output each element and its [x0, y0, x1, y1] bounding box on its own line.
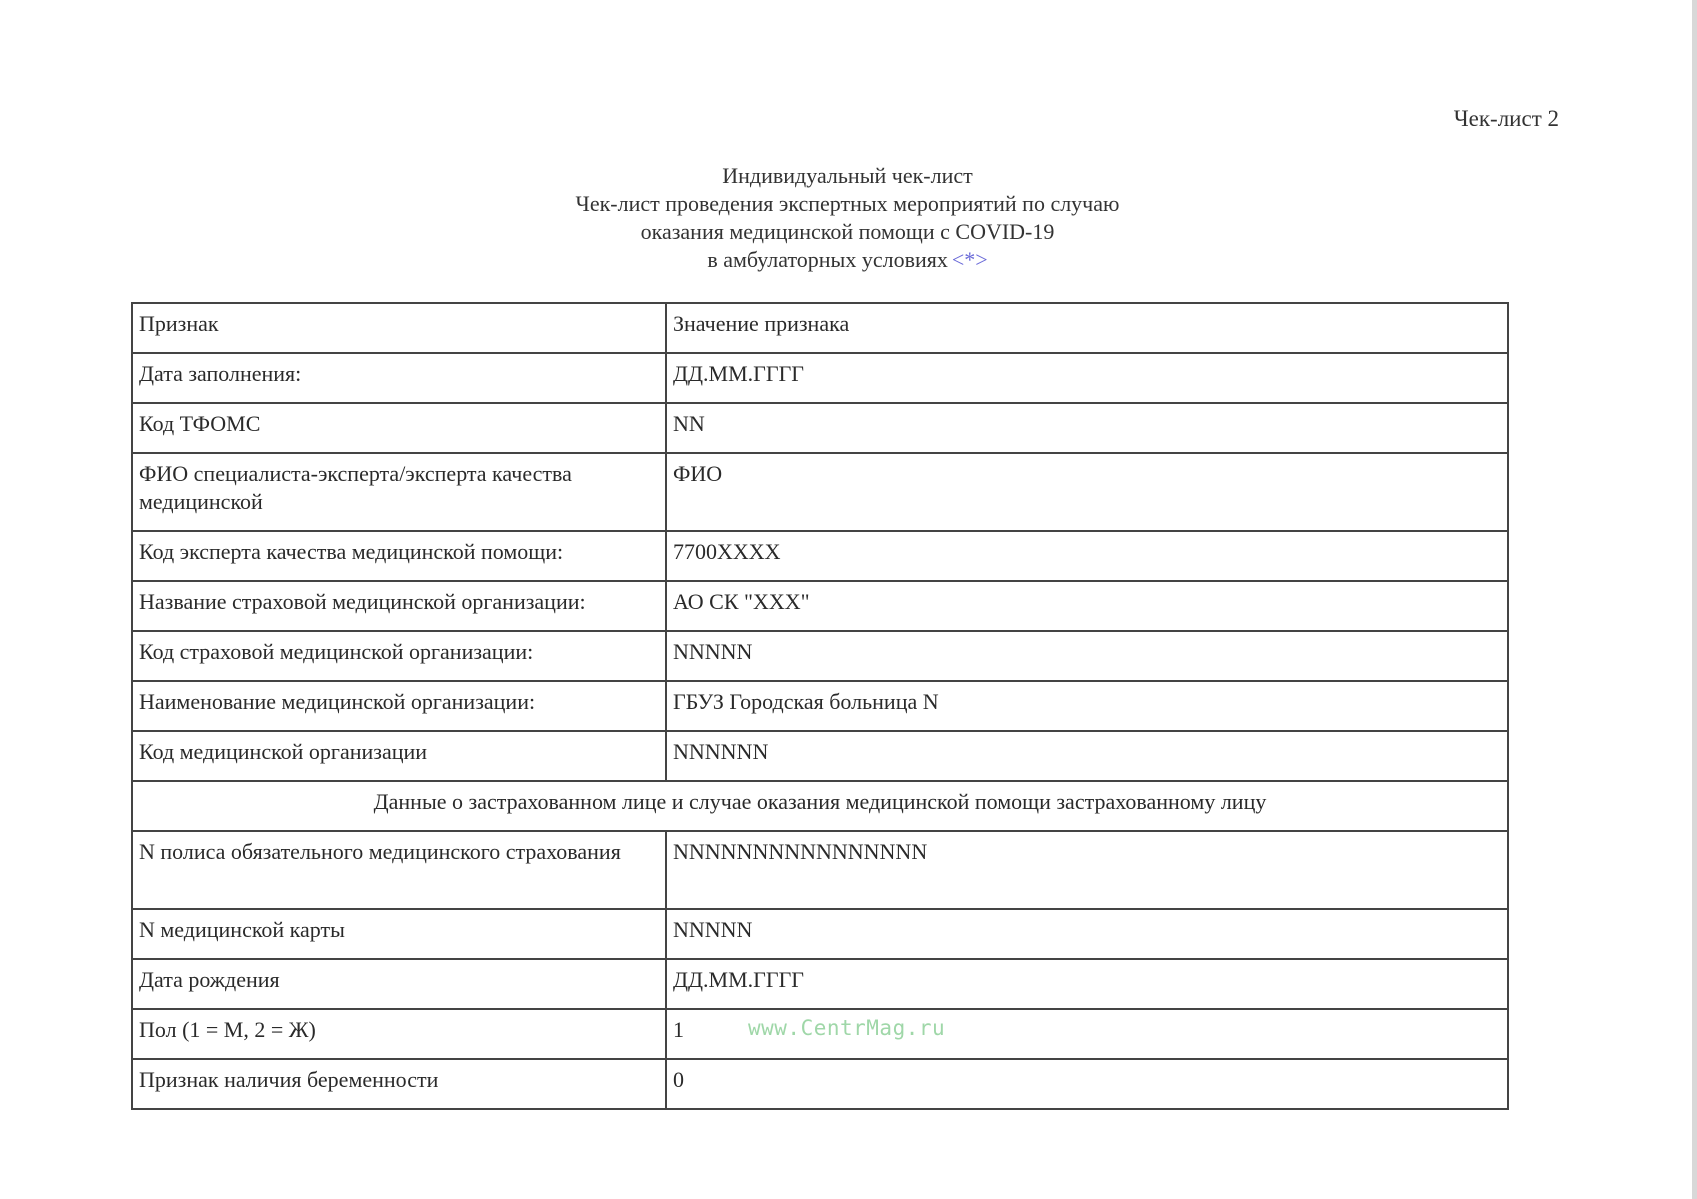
section-header-row [132, 781, 1508, 831]
value-cell: NNNNNNNNNNNNNNNN [666, 831, 1508, 909]
table-row [132, 909, 1508, 959]
watermark-text: www.CentrMag.ru [748, 1016, 946, 1040]
heading-line-2: Чек-лист проведения экспертных мероприятий по случаю [575, 191, 1120, 216]
heading-line-4 [330, 246, 1365, 274]
sign-cell: Код страховой медицинской организации: [132, 631, 666, 681]
table-row [132, 731, 1508, 781]
value-cell: 7700XXXX [666, 531, 1508, 581]
value-cell: ФИО [666, 453, 1508, 531]
table-row [132, 531, 1508, 581]
table-row [132, 403, 1508, 453]
value-cell: ДД.ММ.ГГГГ [666, 959, 1508, 1009]
heading-line-4-text: в амбулаторных условиях [707, 247, 948, 272]
sign-cell: Дата заполнения: [132, 353, 666, 403]
page-edge-shadow [1692, 0, 1697, 1199]
sign-cell: Пол (1 = М, 2 = Ж) [132, 1009, 666, 1059]
value-cell: NNNNN [666, 631, 1508, 681]
document-heading [330, 162, 1365, 274]
value-cell: NNNNNN [666, 731, 1508, 781]
value-cell: ГБУЗ Городская больница N [666, 681, 1508, 731]
sign-cell: Код медицинской организации [132, 731, 666, 781]
heading-line-1: Индивидуальный чек-лист [722, 163, 973, 188]
sign-cell: ФИО специалиста-эксперта/эксперта качества медицинской [132, 453, 666, 531]
document-label: Чек-лист 2 [1453, 106, 1559, 131]
heading-line-3: оказания медицинской помощи с COVID-19 [640, 219, 1055, 244]
sign-cell: Признак наличия беременности [132, 1059, 666, 1109]
table-row [132, 1059, 1508, 1109]
header-sign-cell: Признак [132, 303, 666, 353]
header-value-cell: Значение признака [666, 303, 1508, 353]
sign-cell: Код ТФОМС [132, 403, 666, 453]
value-cell: 1 [666, 1009, 1508, 1059]
sign-cell: Название страховой медицинской организации: [132, 581, 666, 631]
table-header-row [132, 303, 1508, 353]
value-cell: NN [666, 403, 1508, 453]
table-row [132, 581, 1508, 631]
section-title-cell: Данные о застрахованном лице и случае оказания медицинской помощи застрахованному лицу [132, 781, 1508, 831]
value-cell: АО СК "XXX" [666, 581, 1508, 631]
table-row [132, 959, 1508, 1009]
table-row [132, 831, 1508, 909]
value-cell: ДД.ММ.ГГГГ [666, 353, 1508, 403]
value-cell: NNNNN [666, 909, 1508, 959]
value-cell: 0 [666, 1059, 1508, 1109]
checklist-table [131, 302, 1509, 1110]
sign-cell: Код эксперта качества медицинской помощи: [132, 531, 666, 581]
sign-cell: Наименование медицинской организации: [132, 681, 666, 731]
sign-cell: Дата рождения [132, 959, 666, 1009]
sign-cell: N полиса обязательного медицинского страхования [132, 831, 666, 909]
table-row [132, 631, 1508, 681]
sign-cell: N медицинской карты [132, 909, 666, 959]
footnote-link[interactable]: <*> [951, 247, 988, 272]
table-row [132, 453, 1508, 531]
table-row [132, 681, 1508, 731]
table-row [132, 353, 1508, 403]
